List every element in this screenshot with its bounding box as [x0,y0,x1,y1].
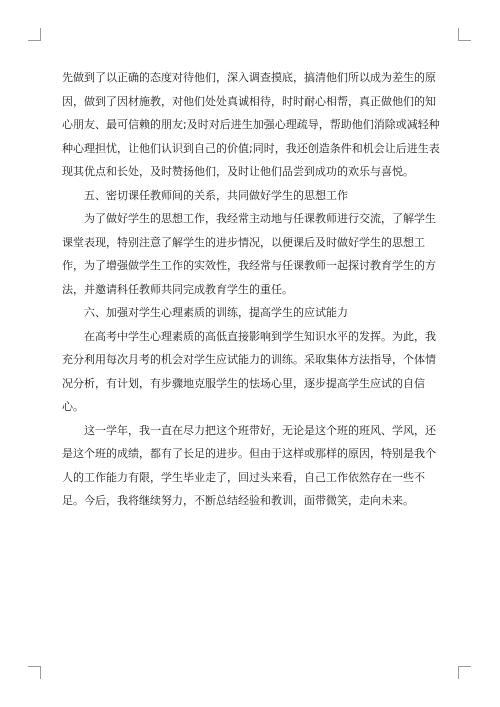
crop-mark-bottom-right [458,666,471,679]
paragraph-1: 先做到了以正确的态度对待他们，深入调查摸底，搞清他们所以成为差生的原因，做到了因材施教，对他们处处真诚相待，时时耐心相帮，真正做他们的知心朋友、最可信赖的朋友;及时对后进生加强心理疏导，帮助他们消除或减轻种种心理担忧，让他们认识到自己的价值;同时，我还创造条件和机会让后进生表现其优点和长处，及时赞扬他们，及时让他们品尝到成功的欢乐与喜悦。 [62,71,440,178]
section-heading-6: 六、加强对学生心理素质的训练，提高学生的应试能力 [84,306,348,319]
crop-mark-top-left [28,28,41,41]
paragraph-3: 在高考中学生心理素质的高低直接影响到学生知识水平的发挥。为此，我充分利用每次月考的机会对学生应试能力的训练。采取集体方法指导，个体情况分析，有计划，有步骤地克服学生的怯场心里，逐步提高学生应试的自信心。 [62,329,436,413]
section-heading-5: 五、密切课任教师间的关系，共同做好学生的思想工作 [84,188,348,202]
document-body [62,66,446,513]
crop-mark-bottom-left [28,666,41,679]
crop-mark-top-right [458,28,471,41]
paragraph-4: 这一学年，我一直在尽力把这个班带好，无论是这个班的班风、学风，还是这个班的成绩，都有了长足的进步。但由于这样或那样的原因，特别是我个人的工作能力有限，学生毕业走了，回过头来看，自己工作依然存在一些不足。今后，我将继续努力，不断总结经验和教训，面带微笑，走向未来。 [62,423,436,507]
paragraph-2: 为了做好学生的思想工作，我经常主动地与任课教师进行交流，了解学生课堂表现，特别注意了解学生的进步情况，以便课后及时做好学生的思想工作，为了增强做学生工作的实效性，我经常与任课教师一起探讨教育学生的方法，并邀请科任教师共同完成教育学生的重任。 [62,212,436,296]
